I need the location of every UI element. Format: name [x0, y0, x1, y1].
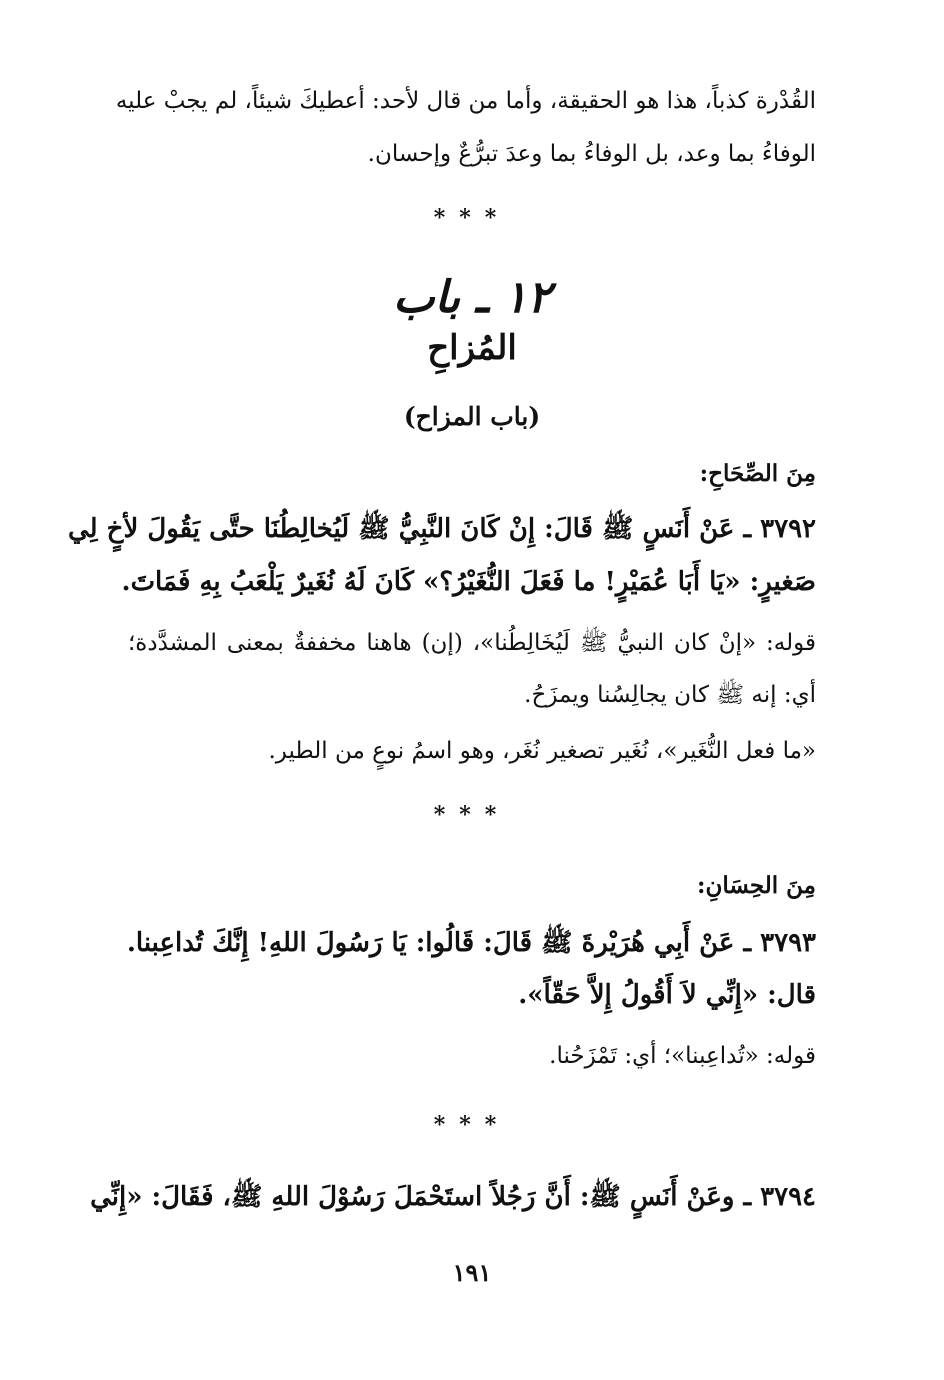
- hadith-3792-line-2: صَغيرٍ: «يَا أَبَا عُمَيْرٍ! ما فَعَلَ النُّغَيْرُ؟» كَانَ لَهُ نُغَيرٌ يَلْعَبُ بِهِ فَمَاتَ.: [121, 567, 816, 597]
- commentary-3792-line-1: قوله: «إنْ كان النبيُّ ﷺ لَيُخَالِطُنا»، (إن) هاهنا مخففةٌ بمعنى المشدَّدة؛: [128, 630, 816, 656]
- section-separator: ***: [433, 205, 511, 231]
- commentary-3793-line-1: قوله: «تُداعِبنا»؛ أي: تَمْزَحُنا.: [549, 1043, 816, 1069]
- intro-line-1: القُدْرة كذباً، هذا هو الحقيقة، وأما من قال لأحد: أعطيكَ شيئاً، لم يجبْ عليه: [115, 88, 816, 114]
- hadith-3793-line-1: ٣٧٩٣ ـ عَنْ أَبِي هُرَيْرةَ ﷺ قَالَ: قَالُوا: يَا رَسُولَ اللهِ! إِنَّكَ تُداعِبنا.: [126, 928, 816, 958]
- commentary-3792-line-3: «ما فعل النُّغَير»، نُغَير تصغير نُغَر، وهو اسمُ نوعٍ من الطير.: [268, 738, 816, 764]
- hadith-3794-line-1: ٣٧٩٤ ـ وعَنْ أَنَسٍ ﷺ: أَنَّ رَجُلاً استَحْمَلَ رَسُوْلَ اللهِ ﷺ، فَقَالَ: «إِنِّي: [90, 1182, 816, 1212]
- page-number: ١٩١: [452, 1258, 492, 1287]
- section-separator: ***: [433, 1112, 511, 1138]
- chapter-title: المُزاحِ: [427, 328, 517, 368]
- section-heading-sahih: مِنَ الصِّحَاحِ:: [699, 460, 816, 487]
- commentary-3792-line-2: أي: إنه ﷺ كان يجالِسُنا ويمزَحُ.: [524, 682, 816, 708]
- section-heading-hisan: مِنَ الحِسَانِ:: [697, 872, 816, 899]
- section-separator: ***: [433, 802, 511, 828]
- chapter-subtitle: (باب المزاح): [403, 402, 541, 431]
- hadith-3793-line-2: قال: «إِنِّي لاَ أَقُولُ إِلاَّ حَقّاً».: [518, 980, 816, 1010]
- chapter-number: ١٢ ـ باب: [393, 272, 551, 323]
- hadith-3792-line-1: ٣٧٩٢ ـ عَنْ أَنَسٍ ﷺ قَالَ: إِنْ كَانَ النَّبِيُّ ﷺ لَيُخالِطُنَا حتَّى يَقُولَ لأخٍ لِي: [68, 514, 816, 544]
- intro-line-2: الوفاءُ بما وعد، بل الوفاءُ بما وعدَ تبرُّعٌ وإحسان.: [367, 141, 816, 167]
